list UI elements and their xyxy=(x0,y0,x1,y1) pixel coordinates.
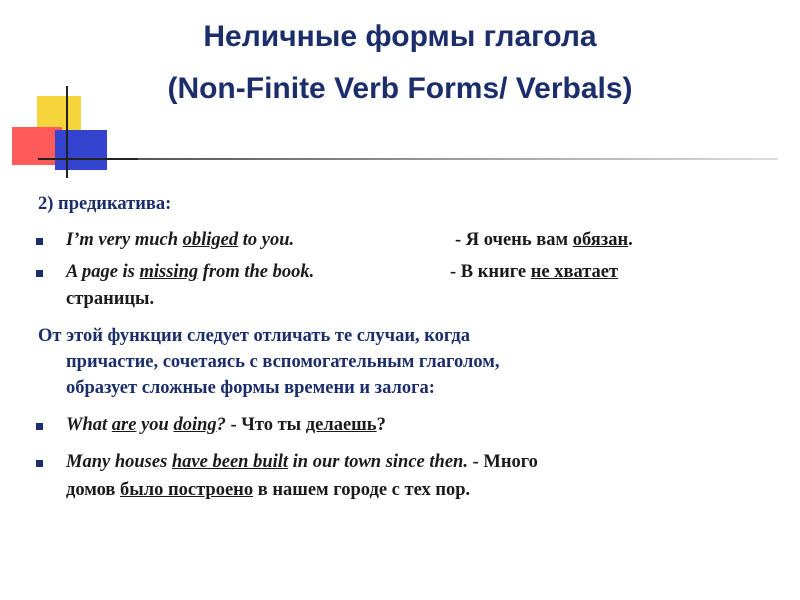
slide-subtitle: (Non-Finite Verb Forms/ Verbals) xyxy=(167,72,633,105)
example-2-ru-cont: страницы. xyxy=(66,289,155,309)
example-highlight: doing xyxy=(173,415,217,435)
example-highlight: are xyxy=(111,415,137,435)
example-1-en xyxy=(66,228,294,252)
bullet-icon xyxy=(36,460,43,467)
example-text: ? xyxy=(216,415,226,435)
paragraph-line: причастие, сочетаясь с вспомогательным глаголом, xyxy=(66,352,500,372)
example-highlight: missing xyxy=(139,262,199,282)
example-text: you xyxy=(136,415,174,435)
example-text: в нашем городе с тех пор. xyxy=(253,480,471,500)
example-text: . xyxy=(628,230,633,250)
example-text: A page is xyxy=(66,262,140,282)
example-2-en xyxy=(66,260,314,284)
paragraph-line: образует сложные формы времени и залога: xyxy=(66,378,435,398)
bullet-icon xyxy=(36,238,43,245)
example-highlight: obliged xyxy=(182,230,239,250)
example-text: to you. xyxy=(238,230,295,250)
example-text: - Я очень вам xyxy=(455,230,573,250)
example-highlight: делаешь xyxy=(305,415,377,435)
decor-divider-line xyxy=(138,158,778,160)
example-1-ru xyxy=(455,228,633,252)
example-highlight: обязан xyxy=(572,230,629,250)
example-text: I’m very much xyxy=(66,230,183,250)
decor-blue-square xyxy=(55,130,107,170)
example-text: - Много xyxy=(467,452,538,472)
example-text: from the book. xyxy=(198,262,315,282)
slide-title: Неличные формы глагола xyxy=(203,20,597,53)
example-text: in our town since then. xyxy=(288,452,468,472)
paragraph-line: От этой функции следует отличать те случаи, когда xyxy=(38,326,470,346)
example-text: - Что ты xyxy=(225,415,306,435)
example-4-ru-cont xyxy=(66,478,470,502)
decor-divider-dark xyxy=(38,158,138,160)
section-heading: 2) предикатива: xyxy=(38,194,172,214)
example-text: домов xyxy=(66,480,121,500)
example-3 xyxy=(66,413,386,437)
example-highlight: не хватает xyxy=(530,262,619,282)
example-highlight: have been built xyxy=(171,452,289,472)
example-text: What xyxy=(66,415,112,435)
example-4-en xyxy=(66,450,538,474)
bullet-icon xyxy=(36,270,43,277)
decor-vertical-line xyxy=(66,86,68,178)
example-text: ? xyxy=(376,415,386,435)
example-text: Many houses xyxy=(66,452,172,472)
example-2-ru xyxy=(450,260,618,284)
bullet-icon xyxy=(36,423,43,430)
example-text: - В книге xyxy=(450,262,531,282)
example-highlight: было построено xyxy=(120,480,254,500)
